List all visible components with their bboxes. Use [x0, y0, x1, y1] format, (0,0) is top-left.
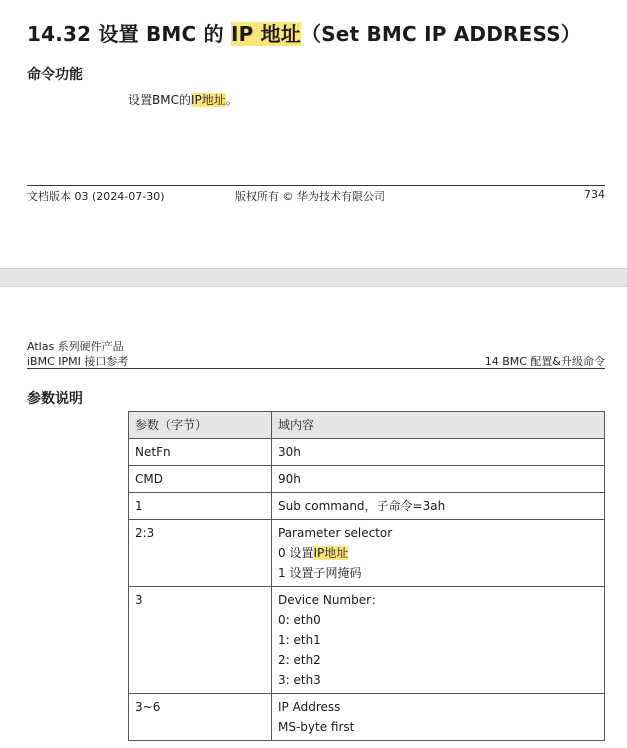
content-cell: [272, 587, 605, 694]
column-header-content: 域内容: [272, 412, 605, 439]
content-line-highlighted: [278, 543, 598, 563]
parameters-heading: 参数说明: [27, 391, 83, 407]
command-function-heading: 命令功能: [27, 67, 83, 83]
section-title: [27, 18, 581, 47]
desc-prefix: 设置BMC的: [128, 93, 191, 107]
parameter-table: [128, 411, 605, 741]
footer-copyright: 版权所有 © 华为技术有限公司: [235, 190, 385, 203]
table-row: [129, 587, 605, 694]
footer-divider: [27, 185, 605, 186]
header-chapter: 14 BMC 配置&升级命令: [484, 355, 605, 368]
content-line: IP Address: [278, 700, 341, 714]
content-cell: [272, 694, 605, 741]
header-product: Atlas 系列硬件产品: [27, 340, 124, 353]
content-line: 30h: [278, 445, 301, 459]
table-row: [129, 694, 605, 741]
table-row: [129, 439, 605, 466]
content-line: MS-byte first: [278, 720, 355, 734]
line-highlight: IP地址: [313, 546, 349, 560]
param-cell: 3~6: [129, 694, 272, 741]
content-line: Parameter selector: [278, 526, 393, 540]
column-header-param: 参数（字节）: [129, 412, 272, 439]
content-line: 90h: [278, 472, 301, 486]
table-header-row: [129, 412, 605, 439]
header-divider: [27, 368, 605, 369]
content-line: 3: eth3: [278, 673, 321, 687]
table-row: [129, 520, 605, 587]
table-row: [129, 493, 605, 520]
param-cell: 1: [129, 493, 272, 520]
footer-page-number: 734: [584, 188, 605, 201]
section-title-highlight: IP 地址: [230, 22, 301, 46]
content-line: 1 设置子网掩码: [278, 566, 362, 580]
footer-doc-version: 文档版本 03 (2024-07-30): [27, 190, 165, 203]
content-cell: [272, 493, 605, 520]
param-cell: CMD: [129, 466, 272, 493]
table-row: [129, 466, 605, 493]
content-line: 1: eth1: [278, 633, 321, 647]
content-line: 2: eth2: [278, 653, 321, 667]
content-line: 0: eth0: [278, 613, 321, 627]
param-cell: 3: [129, 587, 272, 694]
page-735: [0, 287, 627, 748]
section-title-prefix: 14.32 设置 BMC 的: [27, 22, 231, 46]
param-cell: 2:3: [129, 520, 272, 587]
command-function-text: [128, 91, 238, 108]
header-document: iBMC IPMI 接口参考: [27, 355, 129, 368]
desc-suffix: 。: [225, 93, 238, 107]
line-prefix: 0 设置: [278, 546, 314, 560]
content-cell: [272, 520, 605, 587]
page-734: [0, 0, 627, 268]
content-line: Sub command，子命令=3ah: [278, 499, 446, 513]
page-separator: [0, 268, 627, 287]
content-cell: [272, 439, 605, 466]
content-line: Device Number：: [278, 593, 384, 607]
content-cell: [272, 466, 605, 493]
section-title-suffix: （Set BMC IP ADDRESS）: [301, 22, 581, 46]
desc-highlight: IP地址: [190, 93, 226, 107]
param-cell: NetFn: [129, 439, 272, 466]
